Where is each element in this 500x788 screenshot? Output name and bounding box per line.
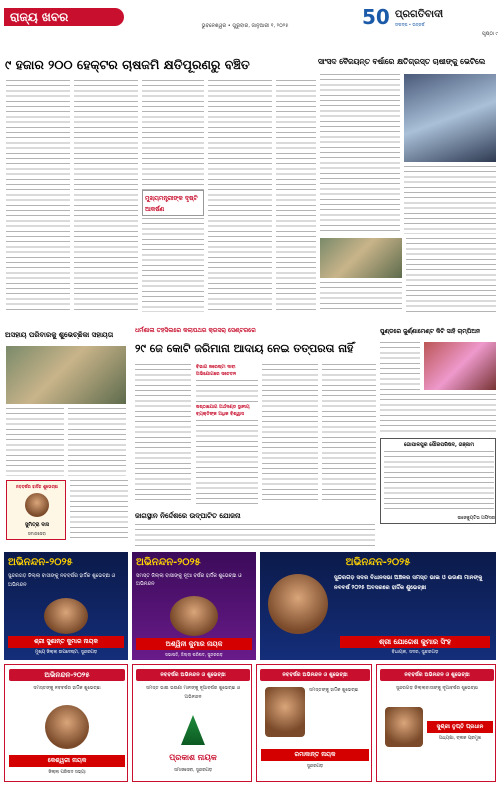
ad-card <box>376 664 496 782</box>
ad-footer: ସମାଜସେବୀ, ସୁନ୍ଦରଗଡ଼ <box>173 768 213 773</box>
right-story-headline: ସାଂସଦ ବୈଜୟନ୍ତ ବର୍ଷାରେ କ୍ଷତିଗ୍ରସ୍ତ ଚାଷୀଙ୍କୁ ଭେଟିଲେ <box>318 57 486 66</box>
notice-box <box>380 438 496 524</box>
story-column <box>6 80 70 312</box>
ad-body: ସମସ୍ତଙ୍କୁ ହାର୍ଦ୍ଦିକ ଶୁଭେଚ୍ଛା <box>309 688 359 693</box>
ad-footer: ବିଧାୟକ, ସଦର, ସୁନ୍ଦରଗଡ଼ <box>391 650 439 655</box>
avatar <box>268 574 328 634</box>
news-photo <box>404 74 496 162</box>
news-photo <box>424 342 496 390</box>
ad-card <box>4 552 128 660</box>
ad-footer: ମୁଖ୍ୟ ଜିଲ୍ଲା ଉପଦେଷ୍ଟା, ସୁନ୍ଦରଗଡ଼ <box>34 650 98 655</box>
ad-body: ସୁନ୍ଦରଗଡ଼ ସଦର ବିଧାନସଭା ଅଞ୍ଚଳର ସମସ୍ତ ଭାଇ ଓ ଭଉଣୀ ମାନଙ୍କୁ ନବବର୍ଷ ୨୦୨୫ ଅବସରରେ ହାର୍ଦ୍ଦିକ ଶୁଭେଚ୍ଛା <box>334 575 483 591</box>
story-column <box>135 364 191 504</box>
ad-name: କେଶ୍ୱରୀ ନାୟକ <box>9 755 125 767</box>
story-column <box>322 364 376 504</box>
ad-title: ଅଭିନନ୍ଦନ-୨୦୨୫ <box>8 557 73 568</box>
subhead-box <box>142 190 204 216</box>
story-column <box>406 238 496 312</box>
ad-name: ସୁଶ୍ରୀ ତୃପ୍ତି ପ୍ରଧାନ <box>427 721 493 733</box>
band2-bottom-subhead: ଜାଗସ୍ଥାନ ନିର୍ଦ୍ଦେଶରେ ଉଦ୍‌ଘାଟିତ ଯୋଜନା <box>135 512 241 520</box>
section-title: ରାଜ୍ୟ ଖବର <box>10 10 69 24</box>
story-column <box>276 80 316 312</box>
notice-title: ଗୋପାଳପୁର ପୌରପରିଷଦ, ଗଞ୍ଜାମ <box>404 442 474 448</box>
band2-main-headline: ୨୯ ଜେ କୋଟି ଜରିମାନା ଆଦାୟ ନେଇ ତତ୍ପରତା ନାହିଁ <box>135 342 354 355</box>
avatar <box>385 707 423 747</box>
story-column <box>70 480 128 540</box>
page-label: ପୃଷ୍ଠା ୯ <box>482 31 498 37</box>
ad-name: ପ୍ରକାଶ ନାୟକ <box>169 753 217 762</box>
ad-body: ସୁନ୍ଦରଗଡ଼ ଜିଲ୍ଲାବାସୀଙ୍କୁ ନୂଆବର୍ଷର ଶୁଭେଚ୍ଛା <box>395 686 479 691</box>
ad-body: ସମସ୍ତଙ୍କୁ ନବବର୍ଷର ହାର୍ଦ୍ଦିକ ଶୁଭେଚ୍ଛା <box>33 686 101 691</box>
ad-footer: ସଭାପତି, ଜିଲ୍ଲା ପରିଷଦ, ସୁନ୍ଦରଗଡ଼ <box>165 652 223 657</box>
small-ad-role: ସମାଜସେବୀ <box>27 531 47 536</box>
story-column <box>320 74 400 234</box>
ad-card <box>132 664 252 782</box>
band2-kicker: ଧର୍ମଶାଳା ତହସିଲରେ କଲାପଥର କ୍ରସର୍ ସେଣ୍ଟରରେ <box>135 327 256 334</box>
avatar <box>44 598 88 634</box>
small-ad-header: ନବବର୍ଷର ହାର୍ଦ୍ଦିକ ଶୁଭେଚ୍ଛା <box>15 484 59 489</box>
ad-name: ଅଶ୍ୱିନୀ କୁମାର ନାୟକ <box>136 638 252 650</box>
ad-footer: ଜିଲ୍ଲା ପରିଷଦ ସଭ୍ୟା <box>48 770 86 775</box>
ad-footer: ସୁନ୍ଦରଗଡ଼ <box>306 764 324 769</box>
avatar <box>25 493 49 517</box>
notice-body <box>384 451 494 513</box>
story-column <box>262 364 318 504</box>
avatar <box>265 687 305 737</box>
ad-title: ନବବର୍ଷର ଅଭିନନ୍ଦନ ଓ ଶୁଭେଚ୍ଛା <box>380 669 494 681</box>
date-line: ଭୁବନେଶ୍ୱର • ଗୁରୁବାର, ଜାନୁଆରୀ ୧, ୨୦୨୫ <box>201 23 289 29</box>
story-column <box>196 420 258 504</box>
avatar <box>45 705 89 749</box>
ad-card <box>256 664 372 782</box>
ad-title: ଅଭିନନ୍ଦନ-୨୦୨୫ <box>136 557 201 568</box>
logo-number: 50 <box>362 5 390 29</box>
band2-left-headline: ଅସହାୟ ପରିବାରକୁ ଶୁଭେଚ୍ଛିକା ସହାୟତା <box>5 331 114 339</box>
ad-title: ନବବର୍ଷର ଅଭିନନ୍ଦନ ଓ ଶୁଭେଚ୍ଛା <box>260 669 370 681</box>
avatar <box>170 596 218 636</box>
story-column <box>380 342 420 390</box>
story-column <box>135 524 375 548</box>
ad-card <box>260 552 496 660</box>
ad-name: ରମାକାନ୍ତ ନାୟକ <box>261 749 369 761</box>
ad-footer: ଅଧ୍ୟକ୍ଷା, ବ୍ଲକ ପ୍ରମୁଖ <box>438 736 482 741</box>
story-column <box>68 408 126 476</box>
ad-name: ଶ୍ରୀ ସୁଶାନ୍ତ କୁମାର ନାୟକ <box>8 636 124 648</box>
ad-title: ଅଭିନନ୍ଦନ-୨୦୨୫ <box>345 557 411 568</box>
ad-body: ସମସ୍ତ ଭାଇ ଭଉଣୀ ମାନଙ୍କୁ ନୂଆବର୍ଷର ଶୁଭେଚ୍ଛା ଓ ଅଭିନନ୍ଦନ <box>145 686 241 700</box>
christmas-tree-icon <box>181 715 205 745</box>
story-column <box>380 394 496 434</box>
story-column <box>6 408 64 476</box>
band2-subhead-1: ବିଭାଗ ଜରେଷ୍ଟା ଦାବୀ ଅଭିଯୋଗରେ ସଚେତନ <box>196 365 237 377</box>
ad-card <box>132 552 256 660</box>
story-column <box>196 380 258 402</box>
ad-body: ସମସ୍ତ ଜିଲ୍ଲା ବାସୀଙ୍କୁ ନୂଆ ବର୍ଷର ହାର୍ଦ୍ଦିକ ଶୁଭେଚ୍ଛା ଓ ଅଭିନନ୍ଦନ <box>136 573 242 587</box>
band2-subhead-2: ଷଷ୍ଠାଯୋଗ ଅର୍ଥଦଣ୍ଡ ସ୍ଥାନୀୟ ବ୍ୟକ୍ତିଙ୍କ ଅଧିକ ବିଶ୍ୱାସ <box>196 405 250 417</box>
notice-signature: ଇଜେକ୍ୟୁଟିଭ ଅଫିସର <box>457 516 495 521</box>
news-photo <box>320 238 402 278</box>
ad-title: ଅଭିନନ୍ଦନ-୨୦୨୫ <box>9 669 125 681</box>
news-photo <box>6 346 126 404</box>
small-ad-name: ସୁମିତ୍ରା ଦାସ <box>24 522 50 528</box>
ad-card <box>4 664 128 782</box>
story-column <box>320 282 402 312</box>
story-column <box>404 166 496 234</box>
story-column <box>208 80 272 312</box>
ad-name: ଶ୍ରୀ ଯୋଗେଶ କୁମାର ସିଂହ <box>340 636 490 648</box>
band2-right-headline: ପୁଣ୍ଡରେ ଜୁର୍ଣ୍ଣାମେଣ୍ଟ କିଟି ସାହି ଚାମ୍ପିଅନ <box>380 328 481 335</box>
ad-body: ସୁନ୍ଦରଗଡ଼ ଜିଲ୍ଲା ବାସୀଙ୍କୁ ନବବର୍ଷର ହାର୍ଦ୍ଦିକ ଶୁଭେଚ୍ଛା ଓ ଅଭିନନ୍ଦନ <box>8 573 116 588</box>
ad-title: ନବବର୍ଷର ଅଭିନନ୍ଦନ ଓ ଶୁଭେଚ୍ଛା <box>136 669 250 681</box>
main-headline: ୯ ହଜାର ୨୦୦ ହେକ୍ଟର ଚାଷଜମି କ୍ଷତିପୂରଣରୁ ବଞ୍ଚିତ <box>5 57 250 72</box>
story-column <box>142 218 204 312</box>
subhead-text: ମୁଖ୍ୟମନ୍ତ୍ରୀଙ୍କ ଦୃଷ୍ଟି ଆକର୍ଷଣ <box>145 195 198 213</box>
story-column <box>142 80 204 190</box>
logo-tagline: ସଂକଳ୍ପ • ଉତ୍କର୍ଷ <box>395 22 425 27</box>
story-column <box>74 80 138 312</box>
masthead <box>0 0 500 42</box>
small-ad <box>6 480 66 540</box>
brand-name: ପ୍ରଗତିବାଦୀ <box>395 9 444 20</box>
